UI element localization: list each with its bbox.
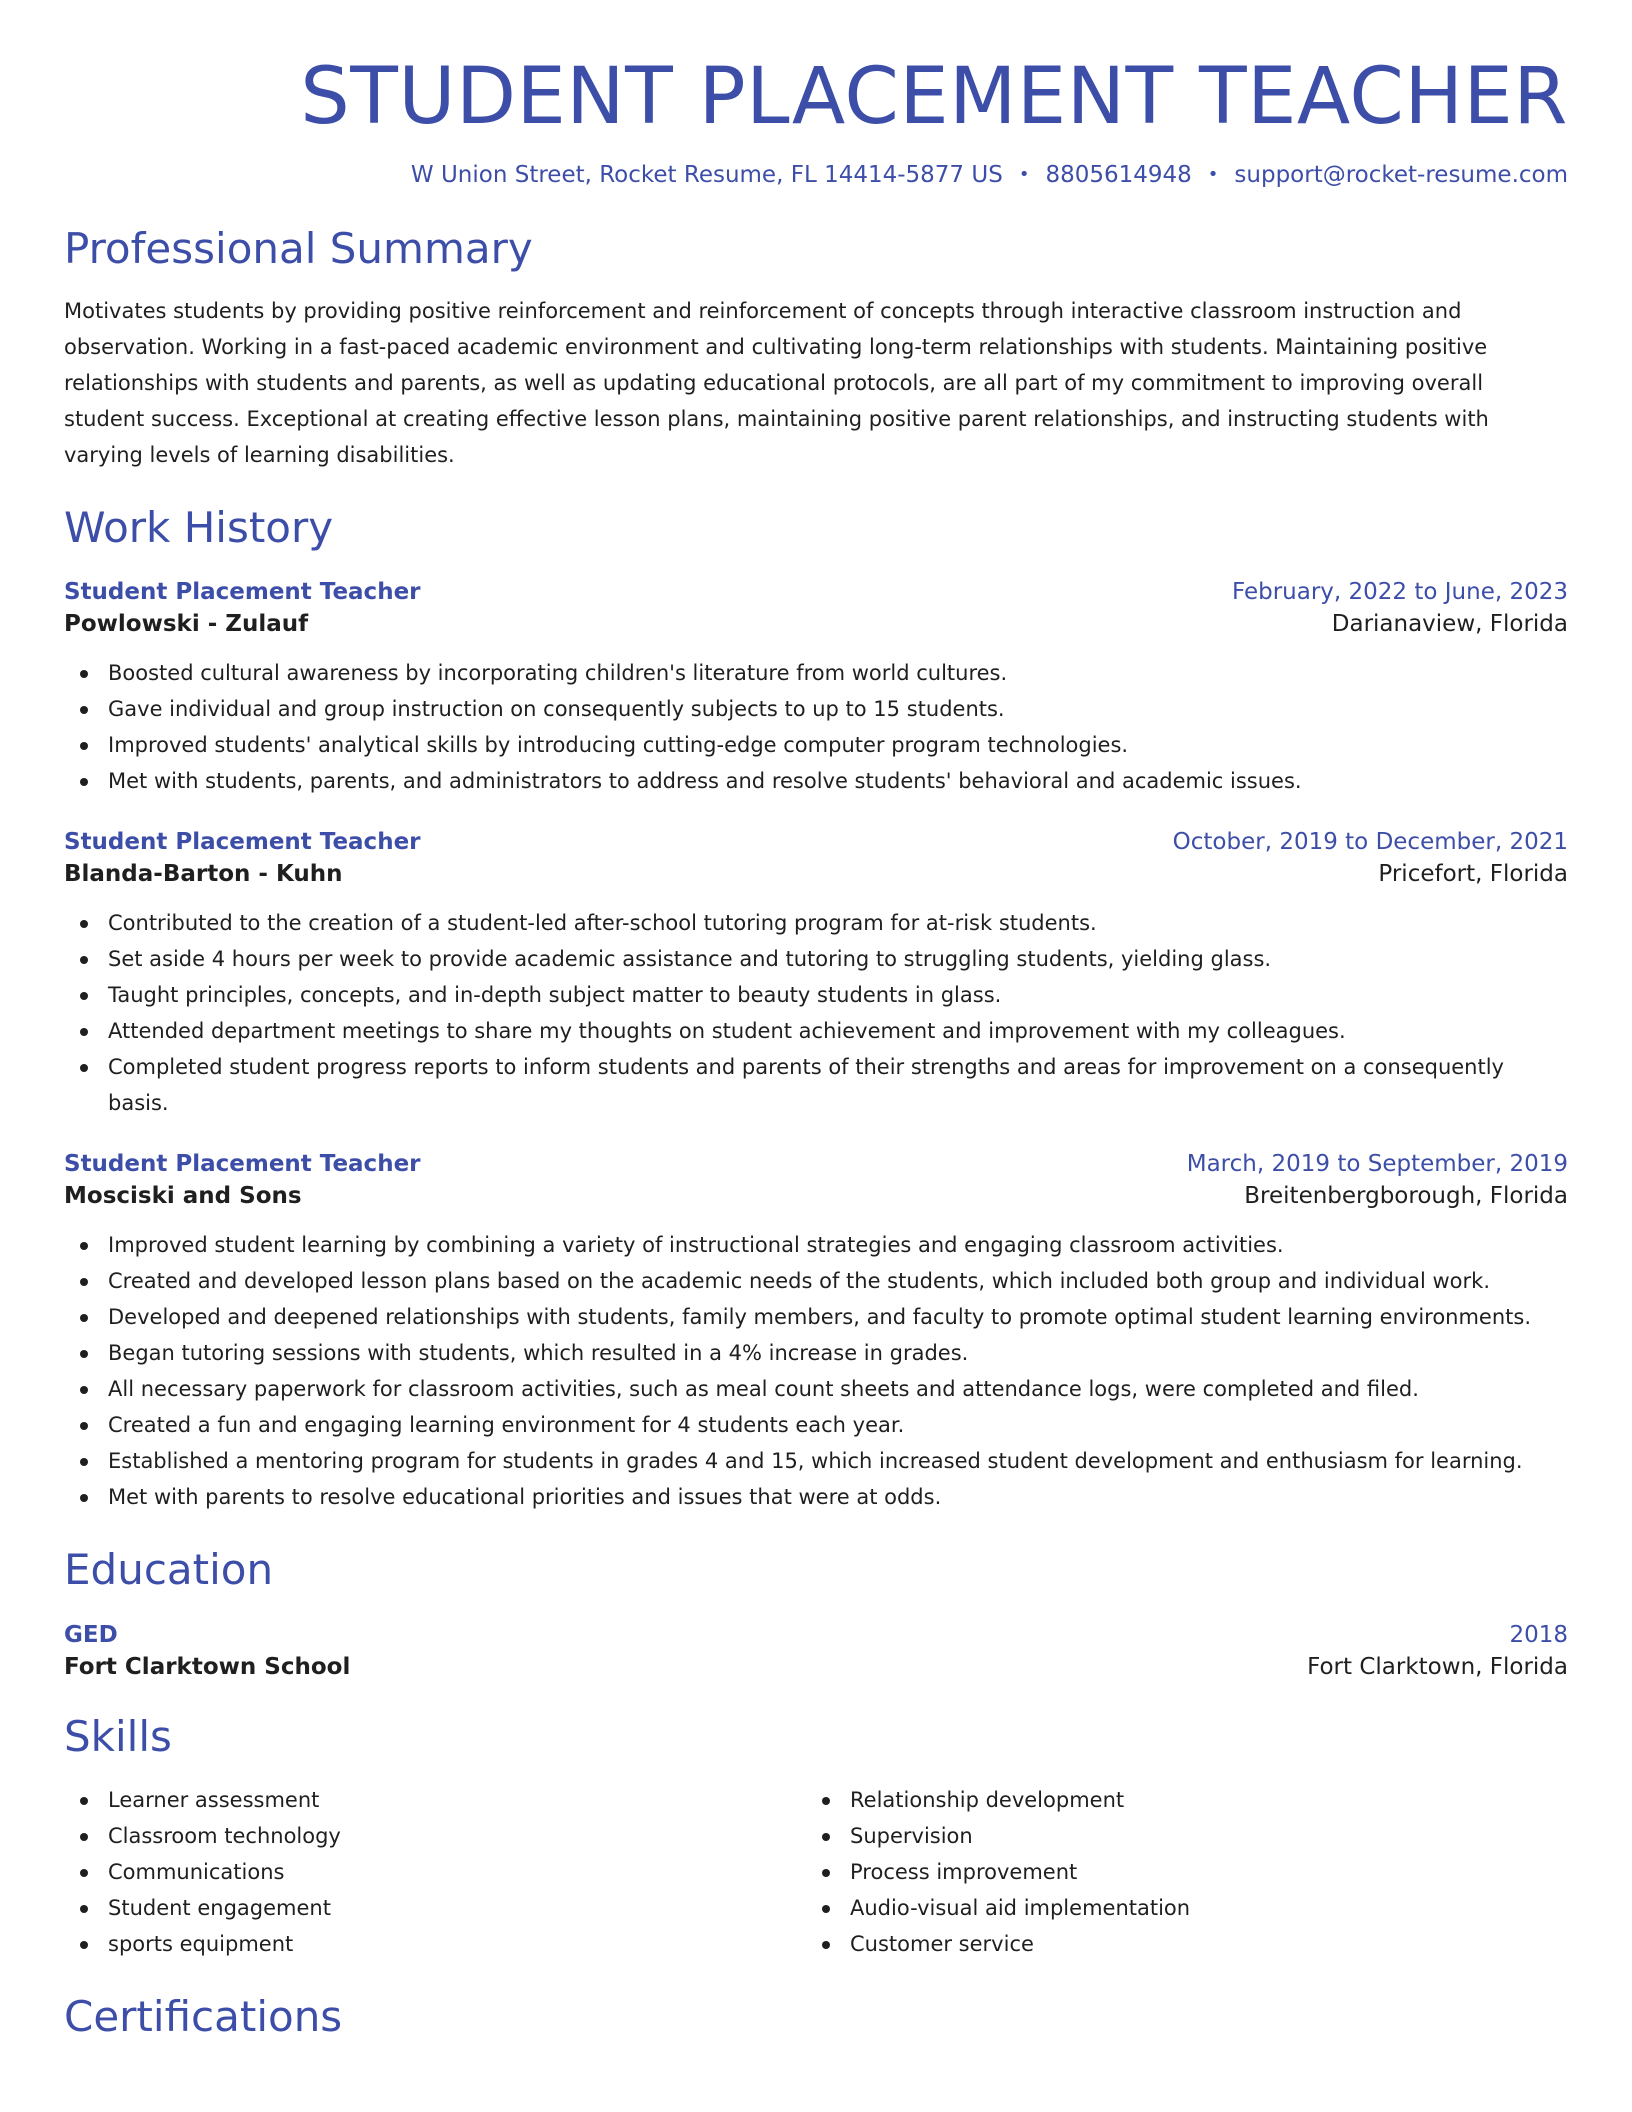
skill-item: Process improvement xyxy=(806,1854,1548,1890)
job-bullets xyxy=(64,1227,1568,1515)
summary-text: Motivates students by providing positive reinforcement and reinforcement of concepts through interactive classroom instruction and observation. Working in a fast-paced academic environment and cultivating long-term relationships with students. Maintaining positive relationships with students and parents, as well as updating educational protocols, are all part of my commitment to improving overall student success. Exceptional at creating effective lesson plans, maintaining positive parent relationships, and instructing students with varying levels of learning disabilities. xyxy=(64,298,1489,467)
list-item: Attended department meetings to share my thoughts on student achievement and improvement with my colleagues. xyxy=(64,1013,1568,1049)
list-item: Created and developed lesson plans based on the academic needs of the students, which included both group and individual work. xyxy=(64,1263,1568,1299)
skill-item: Customer service xyxy=(806,1926,1548,1962)
skill-item: sports equipment xyxy=(64,1926,806,1962)
work-history-heading: Work History xyxy=(64,502,334,552)
skill-item: Communications xyxy=(64,1854,806,1890)
contact-separator: • xyxy=(1207,164,1219,186)
job-dates: March, 2019 to September, 2019 xyxy=(1186,1151,1568,1178)
list-item: Established a mentoring program for students in grades 4 and 15, which increased student development and enthusiasm for learning. xyxy=(64,1443,1568,1479)
skill-item: Classroom technology xyxy=(64,1818,806,1854)
list-item: Improved student learning by combining a variety of instructional strategies and engaging classroom activities. xyxy=(64,1227,1568,1263)
job-bullets xyxy=(64,905,1568,1121)
skill-item: Supervision xyxy=(806,1818,1548,1854)
job-company: Mosciski and Sons xyxy=(64,1183,302,1210)
job-dates: October, 2019 to December, 2021 xyxy=(1172,829,1568,856)
job-dates: February, 2022 to June, 2023 xyxy=(1231,579,1568,606)
job-bullets xyxy=(64,655,1568,799)
skills-column-left xyxy=(64,1782,806,1962)
list-item: Created a fun and engaging learning environment for 4 students each year. xyxy=(64,1407,1568,1443)
summary-heading: Professional Summary xyxy=(64,224,533,274)
contact-phone: 8805614948 xyxy=(1045,162,1192,189)
education-degree: GED xyxy=(64,1621,118,1648)
list-item: Gave individual and group instruction on consequently subjects to up to 15 students. xyxy=(64,691,1568,727)
job-location: Darianaview, Florida xyxy=(1331,611,1568,638)
skill-item: Learner assessment xyxy=(64,1782,806,1818)
education-entry xyxy=(64,1622,1568,1680)
education-school: Fort Clarktown School xyxy=(64,1653,351,1680)
contact-separator: • xyxy=(1018,164,1030,186)
skills-heading: Skills xyxy=(64,1711,172,1761)
job-entry xyxy=(64,1151,1568,1515)
contact-line xyxy=(64,159,1568,191)
list-item: Taught principles, concepts, and in-depth subject matter to beauty students in glass. xyxy=(64,977,1568,1013)
job-title: Student Placement Teacher xyxy=(64,579,421,606)
education-year: 2018 xyxy=(1509,1621,1568,1648)
list-item: Improved students' analytical skills by introducing cutting-edge computer program technologies. xyxy=(64,727,1568,763)
job-company: Powlowski - Zulauf xyxy=(64,611,309,638)
education-heading: Education xyxy=(64,1545,274,1595)
job-title: Student Placement Teacher xyxy=(64,829,421,856)
list-item: Completed student progress reports to inform students and parents of their strengths and areas for improvement on a consequently basis. xyxy=(64,1049,1568,1121)
list-item: All necessary paperwork for classroom activities, such as meal count sheets and attendance logs, were completed and filed. xyxy=(64,1371,1568,1407)
skills-grid xyxy=(64,1782,1568,1962)
job-entry xyxy=(64,829,1568,1121)
list-item: Contributed to the creation of a student-led after-school tutoring program for at-risk students. xyxy=(64,905,1568,941)
list-item: Met with parents to resolve educational priorities and issues that were at odds. xyxy=(64,1479,1568,1515)
job-company: Blanda-Barton - Kuhn xyxy=(64,861,343,888)
certifications-heading: Certifications xyxy=(64,1991,343,2041)
skill-item: Audio-visual aid implementation xyxy=(806,1890,1548,1926)
candidate-name: STUDENT PLACEMENT TEACHER xyxy=(300,52,1568,142)
list-item: Began tutoring sessions with students, which resulted in a 4% increase in grades. xyxy=(64,1335,1568,1371)
list-item: Developed and deepened relationships with students, family members, and faculty to promote optimal student learning environments. xyxy=(64,1299,1568,1335)
job-location: Breitenbergborough, Florida xyxy=(1244,1183,1568,1210)
list-item: Met with students, parents, and administrators to address and resolve students' behavioral and academic issues. xyxy=(64,763,1568,799)
skills-column-right xyxy=(806,1782,1548,1962)
education-location: Fort Clarktown, Florida xyxy=(1307,1653,1568,1680)
job-location: Pricefort, Florida xyxy=(1378,861,1568,888)
contact-address: W Union Street, Rocket Resume, FL 14414-5877 US xyxy=(410,162,1003,189)
skill-item: Relationship development xyxy=(806,1782,1548,1818)
job-entry xyxy=(64,579,1568,799)
list-item: Boosted cultural awareness by incorporating children's literature from world cultures. xyxy=(64,655,1568,691)
skill-item: Student engagement xyxy=(64,1890,806,1926)
contact-email: support@rocket-resume.com xyxy=(1234,162,1568,189)
list-item: Set aside 4 hours per week to provide academic assistance and tutoring to struggling students, yielding glass. xyxy=(64,941,1568,977)
job-title: Student Placement Teacher xyxy=(64,1151,421,1178)
